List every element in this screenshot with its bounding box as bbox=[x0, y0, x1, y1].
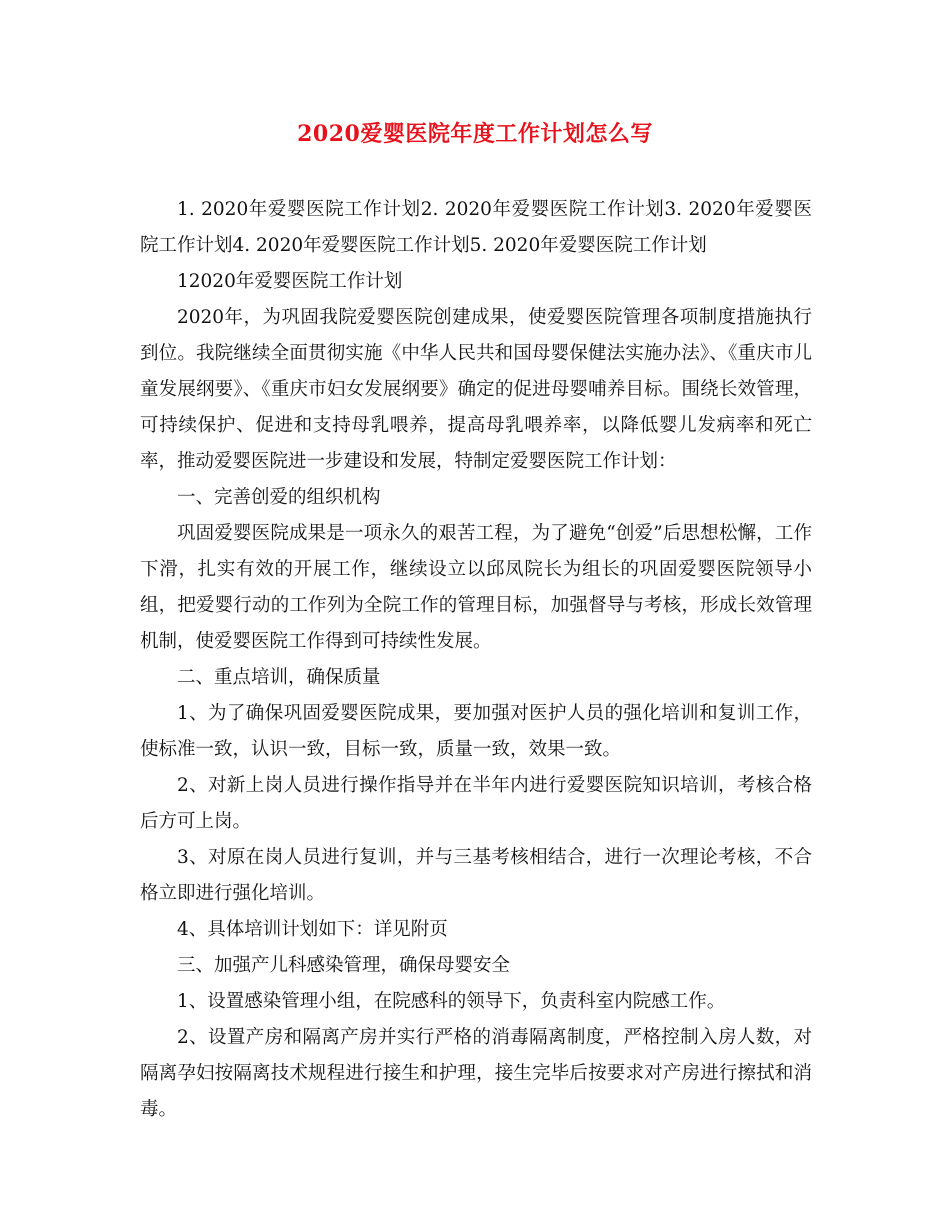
document-body bbox=[140, 192, 812, 1128]
paragraph-section-heading: 12020年爱婴医院工作计划 bbox=[177, 271, 403, 292]
paragraph-infection-1: 1、设置感染管理小组，在院感科的领导下，负责科室内院感工作。 bbox=[177, 991, 726, 1012]
paragraph-intro: 2020年，为巩固我院爱婴医院创建成果，使爱婴医院管理各项制度措施执行到位。我院继续全面贯彻实施《中华人民共和国母婴保健法实施办法》、《重庆市儿童发展纲要》、《重庆市妇女发展纲要》确定的促进母婴哺养目标。围绕长效管理，可持续保护、促进和支持母乳喂养，提高母乳喂养率，以降低婴儿发病率和死亡率，推动爱婴医院进一步建设和发展，特制定爱婴医院工作计划： bbox=[140, 307, 812, 472]
paragraph-training-2: 2、对新上岗人员进行操作指导并在半年内进行爱婴医院知识培训，考核合格后方可上岗。 bbox=[140, 775, 812, 832]
paragraph-heading-2: 二、重点培训，确保质量 bbox=[177, 667, 381, 688]
paragraph-infection-2: 2、设置产房和隔离产房并实行严格的消毒隔离制度，严格控制入房人数，对隔离孕妇按隔离技术规程进行接生和护理，接生完毕后按要求对产房进行擦拭和消毒。 bbox=[140, 1027, 812, 1120]
document-title: 2020爱婴医院年度工作计划怎么写 bbox=[297, 121, 653, 147]
paragraph-training-1: 1、为了确保巩固爱婴医院成果，要加强对医护人员的强化培训和复训工作，使标准一致，认识一致，目标一致，质量一致，效果一致。 bbox=[140, 703, 812, 760]
paragraph-heading-3: 三、加强产儿科感染管理，确保母婴安全 bbox=[177, 955, 511, 976]
paragraph-table-of-contents: 1. 2020年爱婴医院工作计划2. 2020年爱婴医院工作计划3. 2020年爱婴医院工作计划4. 2020年爱婴医院工作计划5. 2020年爱婴医院工作计划 bbox=[140, 199, 812, 256]
paragraph-heading-1: 一、完善创爱的组织机构 bbox=[177, 487, 381, 508]
paragraph-training-4: 4、具体培训计划如下：详见附页 bbox=[177, 919, 448, 940]
paragraph-organization: 巩固爱婴医院成果是一项永久的艰苦工程，为了避免“创爱”后思想松懈，工作下滑，扎实有效的开展工作，继续设立以邱凤院长为组长的巩固爱婴医院领导小组，把爱婴行动的工作列为全院工作的管理目标，加强督导与考核，形成长效管理机制，使爱婴医院工作得到可持续性发展。 bbox=[140, 523, 812, 652]
paragraph-training-3: 3、对原在岗人员进行复训，并与三基考核相结合，进行一次理论考核，不合格立即进行强化培训。 bbox=[140, 847, 812, 904]
